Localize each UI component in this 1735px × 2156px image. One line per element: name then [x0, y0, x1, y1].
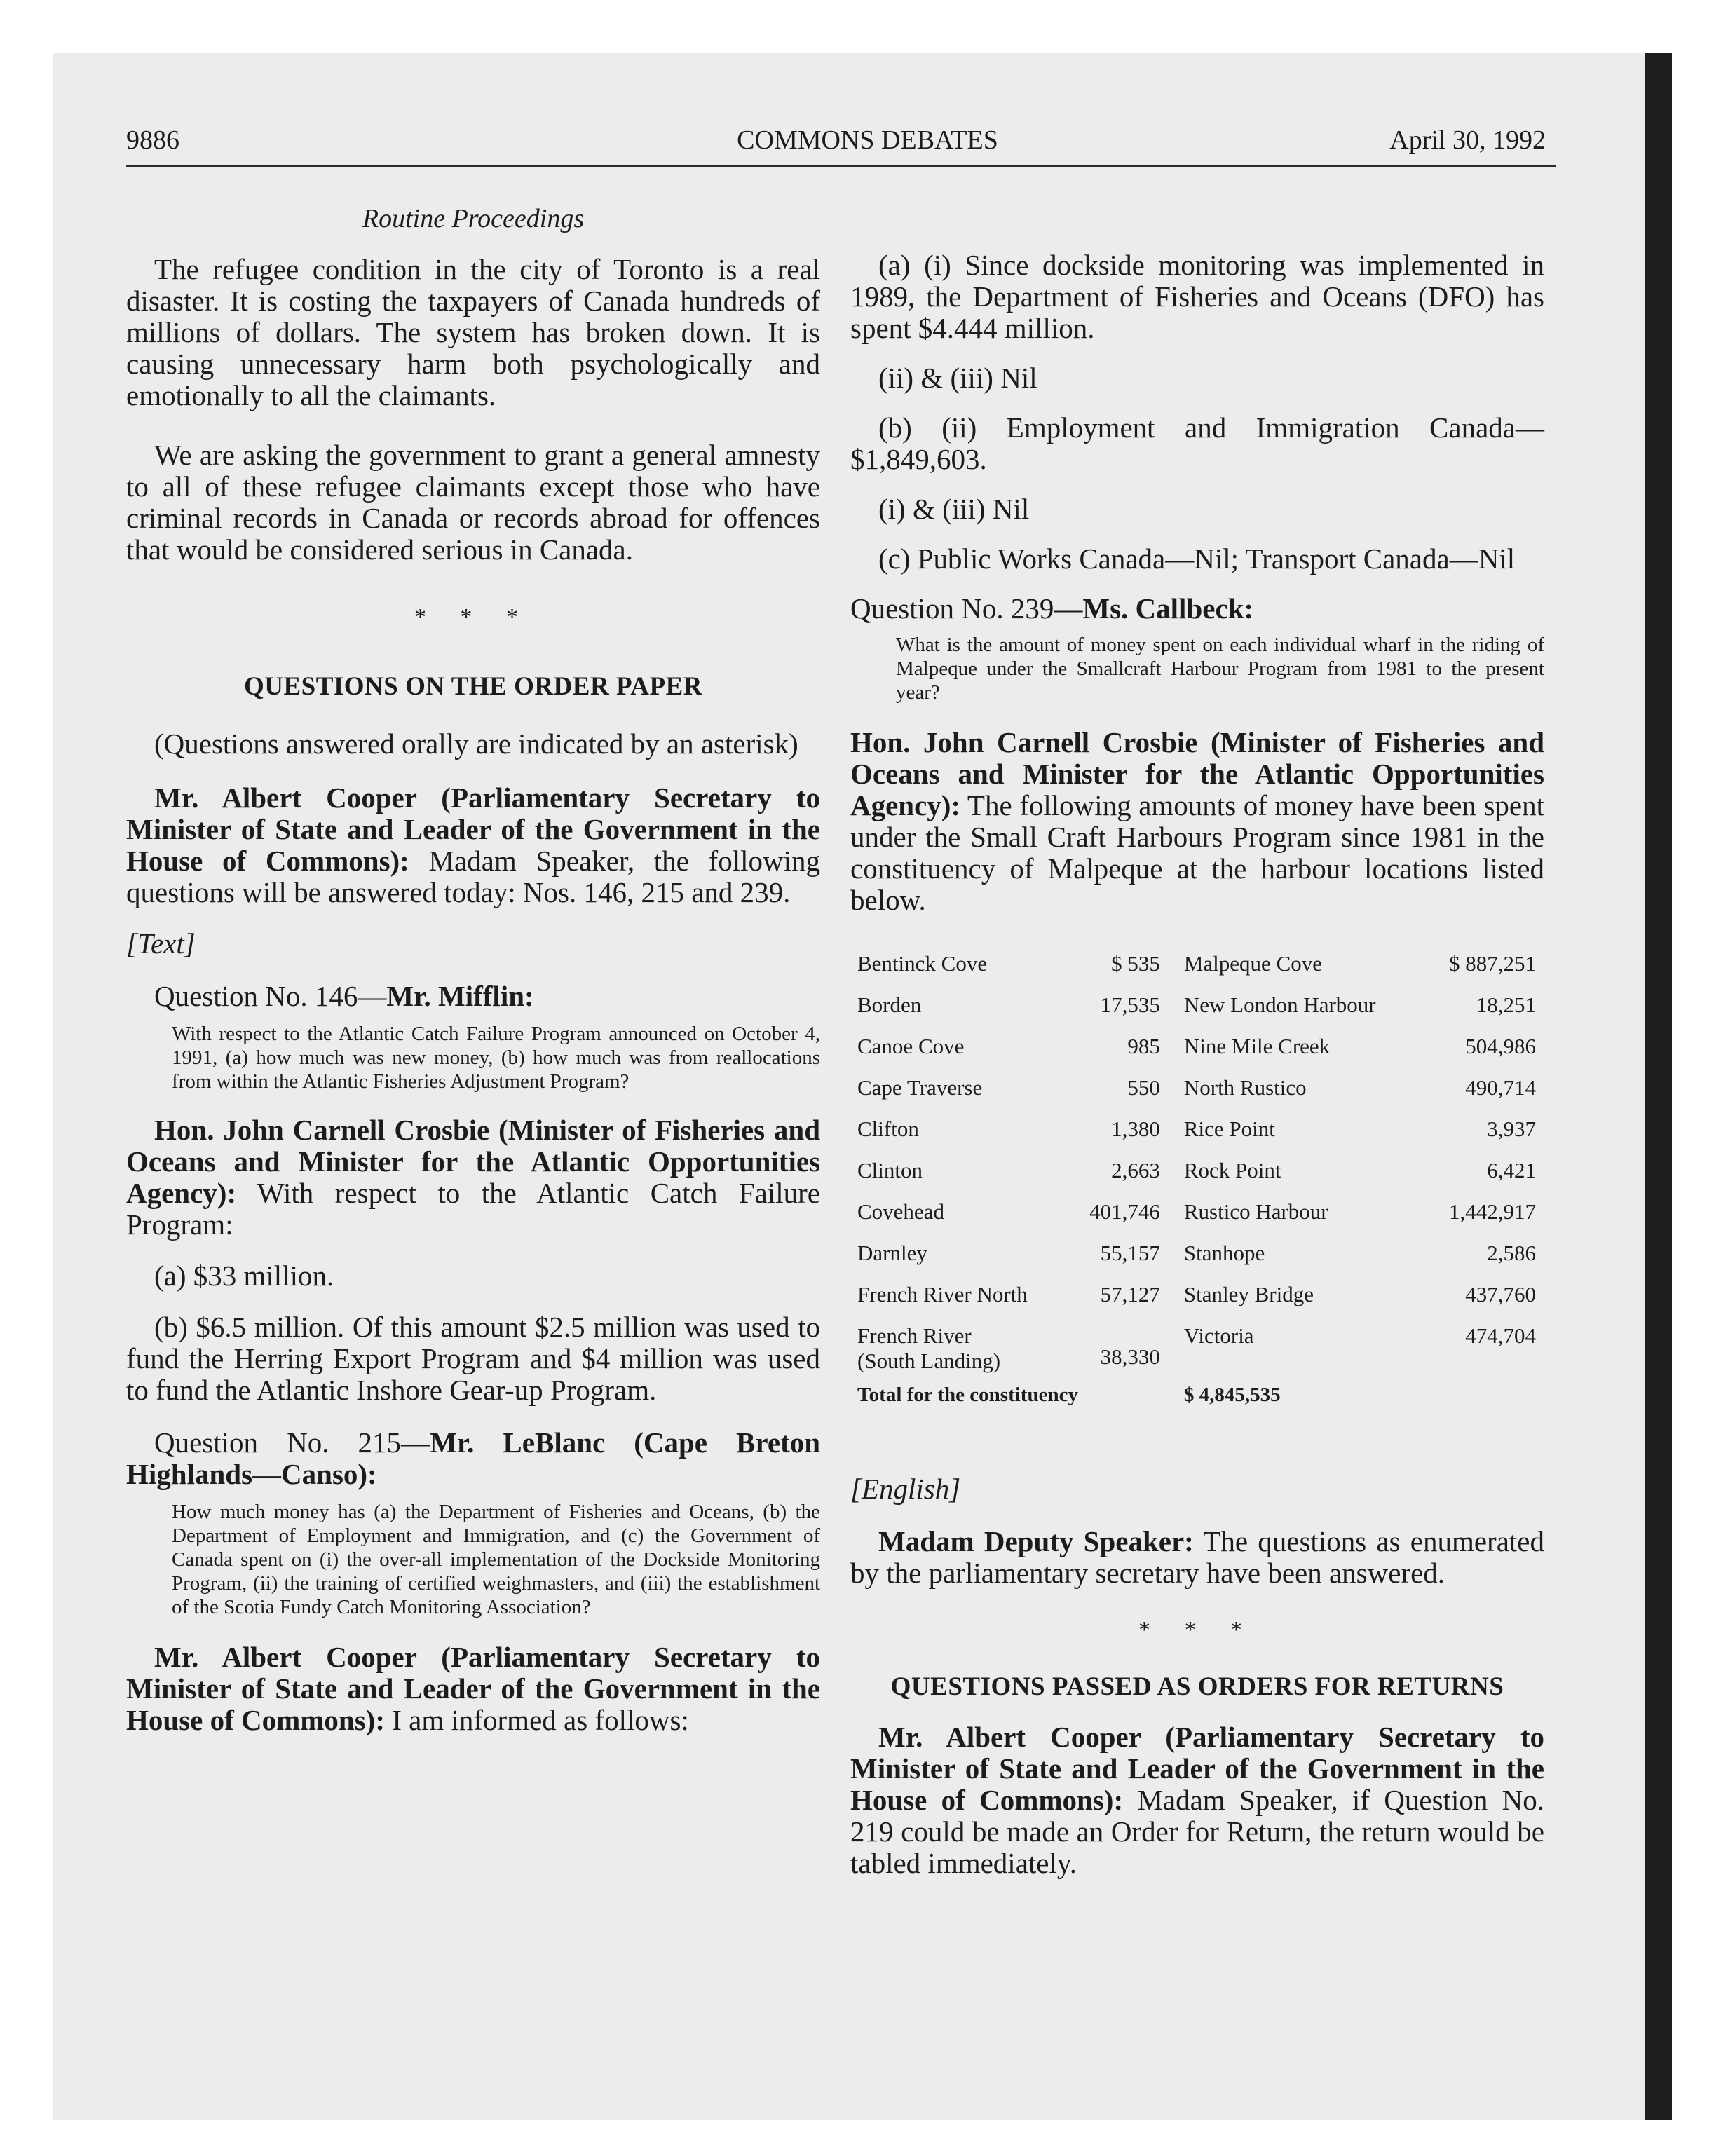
- harbour-name: Nine Mile Creek: [1183, 1034, 1331, 1058]
- harbour-amount: 437,760: [1465, 1282, 1536, 1306]
- deputy-speaker-statement: [850, 1526, 1544, 1589]
- answer-c: (c) Public Works Canada—Nil; Transport Canada—Nil: [878, 543, 1516, 575]
- harbour-name-line2: (South Landing): [857, 1349, 1001, 1373]
- harbour-amount: 17,535: [1100, 992, 1160, 1017]
- speaker-name: Hon. John Carnell Crosbie (Minister of Fisheries and Oceans and Minister for the Atlantic Opportunities Agency):: [850, 726, 1544, 821]
- harbour-amount: 2,586: [1487, 1241, 1536, 1265]
- table-row: [857, 1075, 1551, 1117]
- statement-text: I am informed as follows:: [384, 1704, 689, 1736]
- harbour-amount: 401,746: [1089, 1199, 1160, 1224]
- table-row: [857, 1241, 1551, 1282]
- harbour-amount: 504,986: [1465, 1034, 1536, 1058]
- harbour-name: North Rustico: [1183, 1075, 1307, 1100]
- question-146-header: [126, 981, 820, 1012]
- harbour-amount: 2,663: [1111, 1158, 1160, 1182]
- answer-a-i: (a) (i) Since dockside monitoring was implemented in 1989, the Department of Fisheries and Oceans (DFO) has spent $4.444 million.: [850, 249, 1544, 344]
- header-rule: [126, 165, 1556, 167]
- harbour-name: Canoe Cove: [857, 1034, 965, 1058]
- answer-b: (b) $6.5 million. Of this amount $2.5 million was used to fund the Herring Export Program and $4 million was used to fund the Atlantic Inshore Gear-up Program.: [126, 1311, 820, 1406]
- speaker-name: Madam Deputy Speaker:: [878, 1525, 1194, 1557]
- wharf-spending-table: [857, 951, 1551, 1417]
- statement-text: With respect to the Atlantic Catch Failure Program:: [126, 1177, 820, 1241]
- question-239-body: What is the amount of money spent on each individual wharf in the riding of Malpeque under the Smallcraft Harbour Program from 1981 to the present year?: [896, 634, 1544, 704]
- scan-edge-shadow: [1645, 53, 1672, 2120]
- table-row: [857, 951, 1551, 992]
- paragraph-refugee-condition: The refugee condition in the city of Toronto is a real disaster. It is costing the taxpayers of Canada hundreds of millions of dollars. The system has broken down. It is causing unnecessary harm both psychologically and emotionally to all the claimants.: [126, 253, 820, 411]
- statement-text: The questions as enumerated by the parliamentary secretary have been answered.: [850, 1525, 1544, 1589]
- section-heading-orders-for-returns: QUESTIONS PASSED AS ORDERS FOR RETURNS: [890, 1672, 1504, 1701]
- table-row: [857, 1282, 1551, 1323]
- speaker-name: Mr. Albert Cooper (Parliamentary Secretary to Minister of State and Leader of the Government in the House of Commons):: [126, 782, 820, 877]
- harbour-name: Rice Point: [1183, 1117, 1275, 1141]
- crosbie-answer-146: [126, 1114, 820, 1241]
- answer-b-i-iii: (i) & (iii) Nil: [878, 493, 1030, 525]
- harbour-name: Rustico Harbour: [1183, 1199, 1328, 1224]
- table-row: [857, 1199, 1551, 1241]
- table-row: [857, 1034, 1551, 1075]
- answer-a-ii-iii: (ii) & (iii) Nil: [878, 362, 1037, 394]
- question-215-body: How much money has (a) the Department of Fisheries and Oceans, (b) the Department of Employment and Immigration, and (c) the Government of Canada spent on (i) the over-all implementation of the Dockside Monitoring Program, (ii) the training of certified weighmasters, and (iii) the establishment of the Scotia Fundy Catch Monitoring Association?: [172, 1501, 820, 1618]
- total-value: $ 4,845,535: [1183, 1384, 1281, 1406]
- question-member: Mr. LeBlanc (Cape Breton Highlands—Canso):: [126, 1426, 821, 1490]
- harbour-name: [857, 1323, 1068, 1374]
- section-heading-questions: QUESTIONS ON THE ORDER PAPER: [243, 672, 703, 701]
- paragraph-amnesty: We are asking the government to grant a general amnesty to all of these refugee claimants except those who have criminal records in Canada or records abroad for offences that would be considered serious in Canada.: [126, 439, 820, 566]
- speaker-name: Hon. John Carnell Crosbie (Minister of Fisheries and Oceans and Minister for the Atlantic Opportunities Agency):: [126, 1114, 820, 1209]
- harbour-name: Victoria: [1183, 1323, 1254, 1348]
- harbour-name: New London Harbour: [1183, 992, 1376, 1017]
- total-label: Total for the constituency: [857, 1384, 1078, 1406]
- wharf-table-body: [857, 951, 1551, 1323]
- harbour-name: Malpeque Cove: [1183, 951, 1322, 976]
- cooper-statement: [126, 782, 820, 908]
- harbour-amount: 490,714: [1465, 1075, 1536, 1100]
- section-separator: * * *: [414, 604, 532, 630]
- question-label: Question No. 146—: [154, 980, 387, 1012]
- statement-text: Madam Speaker, the following questions will be answered today: Nos. 146, 215 and 239.: [126, 845, 820, 908]
- harbour-amount: 1,380: [1111, 1117, 1160, 1141]
- table-row: [857, 992, 1551, 1034]
- english-marker: [English]: [850, 1473, 961, 1505]
- harbour-amount: $ 535: [1111, 951, 1160, 976]
- publication-title: COMMONS DEBATES: [737, 125, 998, 155]
- question-label: Question No. 239—: [850, 592, 1083, 625]
- harbour-amount: 1,442,917: [1449, 1199, 1536, 1224]
- harbour-amount: 38,330: [1100, 1344, 1160, 1369]
- cooper-statement-3: [850, 1721, 1544, 1879]
- speaker-name: Mr. Albert Cooper (Parliamentary Secretary to Minister of State and Leader of the Government in the House of Commons):: [850, 1721, 1544, 1816]
- harbour-amount: 57,127: [1100, 1282, 1160, 1306]
- harbour-amount: 55,157: [1100, 1241, 1160, 1265]
- harbour-name: Darnley: [857, 1241, 927, 1265]
- harbour-name: Stanley Bridge: [1183, 1282, 1314, 1306]
- question-member: Mr. Mifflin:: [386, 980, 534, 1012]
- harbour-amount: 474,704: [1465, 1323, 1536, 1348]
- text-marker: [Text]: [126, 927, 196, 960]
- cooper-statement-2: [126, 1642, 820, 1736]
- harbour-name: Borden: [857, 992, 922, 1017]
- crosbie-answer-239: [850, 727, 1544, 916]
- harbour-amount: 6,421: [1487, 1158, 1536, 1182]
- question-member: Ms. Callbeck:: [1082, 592, 1254, 625]
- harbour-name: Cape Traverse: [857, 1075, 983, 1100]
- harbour-name: French River North: [857, 1282, 1028, 1306]
- statement-text: Madam Speaker, if Question No. 219 could be made an Order for Return, the return would be tabled immediately.: [850, 1784, 1544, 1879]
- question-215-header: [126, 1427, 820, 1490]
- harbour-amount: 3,937: [1487, 1117, 1536, 1141]
- section-separator: * * *: [1138, 1617, 1256, 1643]
- answer-b-ii: (b) (ii) Employment and Immigration Canada—$1,849,603.: [850, 411, 1544, 475]
- harbour-name: Rock Point: [1183, 1158, 1281, 1182]
- harbour-amount: 18,251: [1476, 992, 1536, 1017]
- harbour-name: Covehead: [857, 1199, 944, 1224]
- statement-text: The following amounts of money have been spent under the Small Craft Harbours Program since 1981 in the constituency of Malpeque at the harbour locations listed below.: [850, 789, 1544, 916]
- harbour-name: Clifton: [857, 1117, 919, 1141]
- harbour-amount: 985: [1127, 1034, 1160, 1058]
- answer-a: (a) $33 million.: [154, 1260, 334, 1292]
- speaker-name: Mr. Albert Cooper (Parliamentary Secretary to Minister of State and Leader of the Government in the House of Commons):: [126, 1641, 820, 1736]
- left-column: [126, 203, 820, 1736]
- oral-answers-note: (Questions answered orally are indicated by an asterisk): [154, 728, 798, 760]
- table-row: [857, 1117, 1551, 1158]
- harbour-name: Clinton: [857, 1158, 923, 1182]
- harbour-amount: $ 887,251: [1449, 951, 1536, 976]
- total-row: [857, 1374, 1551, 1417]
- right-column: [850, 250, 1544, 1879]
- harbour-name: Stanhope: [1183, 1241, 1265, 1265]
- harbour-name: Bentinck Cove: [857, 951, 988, 976]
- table-row: [857, 1158, 1551, 1199]
- question-146-body: With respect to the Atlantic Catch Failure Program announced on October 4, 1991, (a) how much was new money, (b) how much was from reallocations from within the Atlantic Fisheries Adjustment Program?: [172, 1023, 820, 1093]
- table-row: [857, 1323, 1551, 1374]
- page-number: 9886: [126, 125, 179, 155]
- harbour-name-line1: French River: [857, 1323, 972, 1348]
- question-239-header: [850, 593, 1544, 625]
- question-label: Question No. 215—: [154, 1426, 430, 1459]
- harbour-amount: 550: [1127, 1075, 1160, 1100]
- running-head: Routine Proceedings: [362, 204, 585, 233]
- page-date: April 30, 1992: [1389, 125, 1546, 155]
